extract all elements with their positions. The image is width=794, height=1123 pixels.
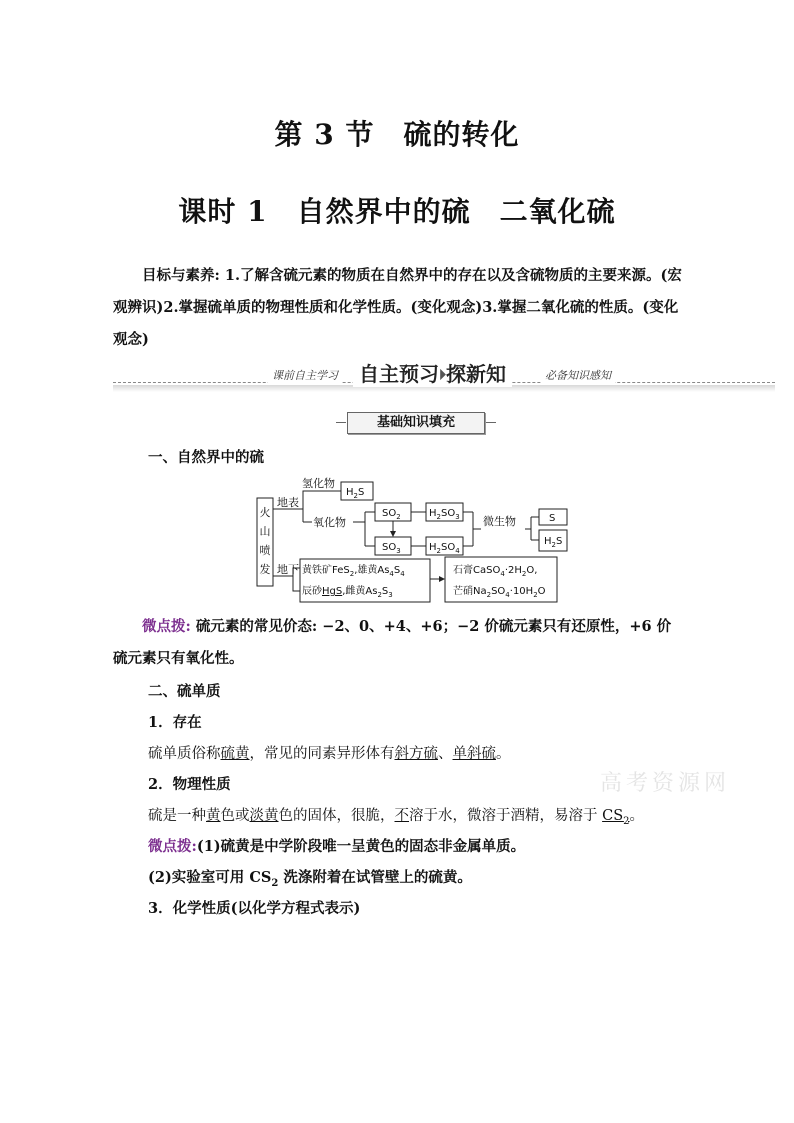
mineral-line-1: 石膏$CaSO_4\cdot 2H_2O$, <box>453 565 538 578</box>
ore-line-1: 黄铁矿FeS$_2$,雄黄$As_4S_4$ <box>302 565 405 578</box>
banner-center-b: 探新知 <box>446 362 506 386</box>
volcano-char-3: 喷 <box>259 544 271 557</box>
chevron-right-icon: ⏵ <box>439 367 446 383</box>
watermark: 高考资源网 <box>600 771 731 796</box>
section-banner <box>113 358 775 392</box>
s-formula: S <box>549 513 556 524</box>
hydride-label: 氢化物 <box>302 477 335 490</box>
heading-sulfur-element: 二、硫单质 <box>148 683 221 700</box>
tip-physical-2: (2)实验室可用 $CS_2$ 洗涤附着在试管壁上的硫黄。 <box>148 869 472 889</box>
tip-text: 硫元素的常见价态: −2、0、+4、+6；−2 价硫元素只有还原性，+6 价硫元素只有氧化性。 <box>113 618 672 667</box>
sulfur-cycle-diagram <box>255 466 575 606</box>
volcano-char-4: 发 <box>259 563 271 576</box>
tip-valence <box>113 611 685 675</box>
banner-right-label: 必备知识感知 <box>541 367 615 383</box>
mineral-line-2: 芒硝$Na_2SO_4\cdot 10H_2O$ <box>453 586 546 599</box>
h2so3-formula: $H_2SO_3$ <box>429 508 460 521</box>
lesson-title: 课时 1 自然界中的硫 二氧化硫 <box>178 195 616 228</box>
h2s-formula-top: $H_2S$ <box>346 487 365 500</box>
subheading-physical: 2．物理性质 <box>148 776 231 793</box>
heading-sulfur-in-nature: 一、自然界中的硫 <box>148 449 264 466</box>
underground-label: 地下 <box>277 563 299 576</box>
ore-line-2: 辰砂HgS,雌黄$As_2S_3$ <box>302 586 393 599</box>
existence-text: 硫单质俗称硫黄，常见的同素异形体有斜方硫、单斜硫。 <box>148 746 511 762</box>
subheading-chemical: 3．化学性质(以化学方程式表示) <box>148 900 361 917</box>
subheading-existence: 1．存在 <box>148 714 202 731</box>
microbe-label: 微生物 <box>483 515 516 528</box>
tip-label: 微点拨: <box>142 618 191 635</box>
banner-center-label <box>353 358 512 387</box>
so2-formula: $SO_2$ <box>382 508 401 521</box>
h2s-formula-right: $H_2S$ <box>544 536 563 549</box>
tip-physical-1: 微点拨:(1)硫黄是中学阶段唯一呈黄色的固态非金属单质。 <box>148 838 526 855</box>
learning-goals: 目标与素养: 1.了解含硫元素的物质在自然界中的存在以及含硫物质的主要来源。(宏观辨识)2.掌握硫单质的物理性质和化学性质。(变化观念)3.掌握二氧化硫的性质。(变化观念) <box>113 267 682 348</box>
tip-label-2: 微点拨: <box>148 838 197 855</box>
surface-label: 地表 <box>277 496 299 509</box>
volcano-char-1: 火 <box>259 506 271 519</box>
banner-center-a: 自主预习 <box>359 362 439 386</box>
banner-left-label: 课前自主学习 <box>268 367 342 383</box>
volcano-char-2: 山 <box>259 525 271 538</box>
h2so4-formula: $H_2SO_4$ <box>429 542 460 555</box>
physical-text: 硫是一种黄色或淡黄色的固体，很脆，不溶于水，微溶于酒精，易溶于 $CS_2$。 <box>148 808 645 827</box>
so3-formula: $SO_3$ <box>382 542 401 555</box>
knowledge-tag: 基础知识填充 <box>347 412 485 434</box>
section-title: 第 3 节 硫的转化 <box>274 118 520 151</box>
oxide-label: 氧化物 <box>313 516 346 529</box>
